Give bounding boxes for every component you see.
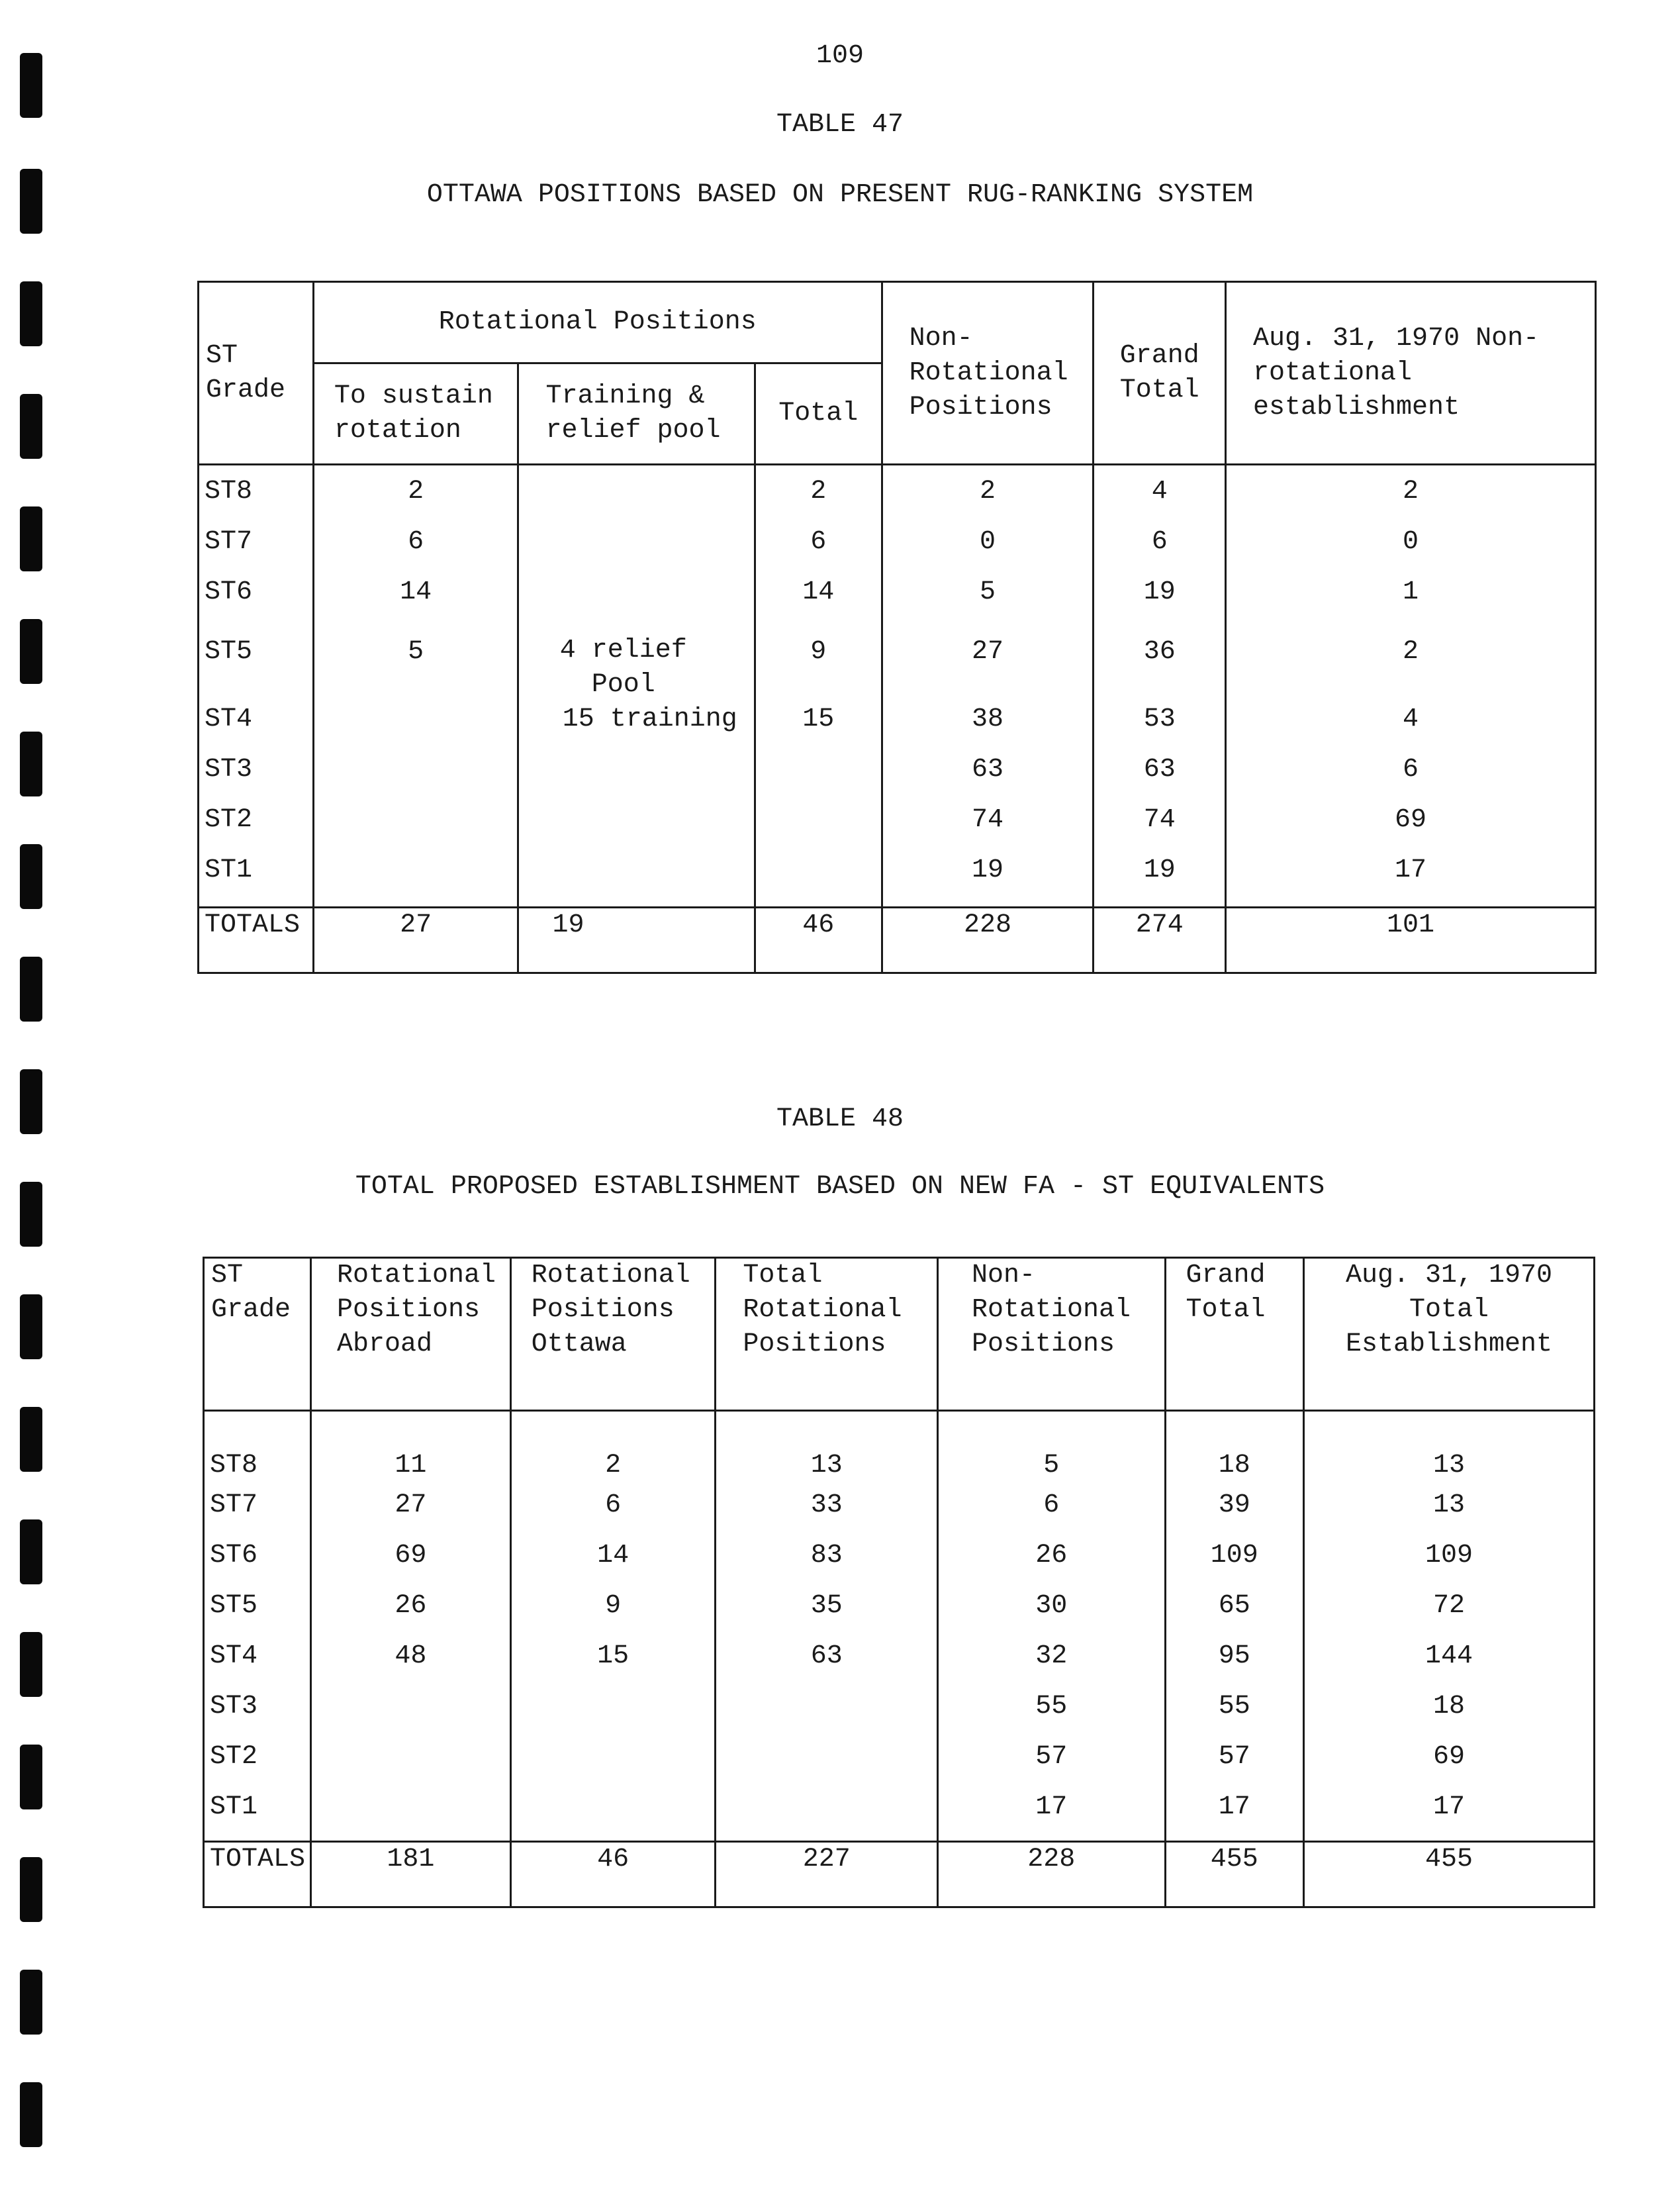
cell-grand: 18 — [1165, 1411, 1304, 1489]
cell-aug: 17 — [1226, 853, 1596, 908]
cell-sustain: 5 — [313, 626, 518, 702]
cell-sustain — [313, 803, 518, 853]
cell-training — [518, 803, 755, 853]
header-st-grade-label: ST Grade — [211, 1261, 291, 1325]
cell-grand: 65 — [1165, 1589, 1304, 1639]
header-training-relief — [518, 363, 755, 465]
table-row — [204, 1639, 1595, 1690]
cell-grade: ST3 — [204, 1690, 311, 1740]
header-st-grade-label: ST Grade — [206, 340, 286, 405]
cell-nonrot: 55 — [937, 1690, 1165, 1740]
cell-nonrot: 0 — [882, 525, 1094, 575]
binding-hole — [20, 844, 42, 909]
header-rotational-abroad — [310, 1258, 510, 1411]
cell-grade: ST2 — [204, 1740, 311, 1790]
binding-hole — [20, 1294, 42, 1359]
binding-hole — [20, 1857, 42, 1922]
cell-abroad — [310, 1740, 510, 1790]
header-aug-1970-label: Aug. 31, 1970 Total Establishment — [1345, 1261, 1553, 1359]
binding-hole — [20, 732, 42, 796]
binding-hole — [20, 394, 42, 459]
cell-training — [518, 525, 755, 575]
header-st-grade — [199, 282, 314, 465]
binding-hole — [20, 1632, 42, 1697]
table-row — [199, 465, 1596, 526]
totals-aug: 101 — [1226, 908, 1596, 973]
table-row — [199, 702, 1596, 753]
header-aug-1970 — [1304, 1258, 1595, 1411]
cell-nonrot: 32 — [937, 1639, 1165, 1690]
cell-grand: 17 — [1165, 1790, 1304, 1842]
table47-caption: OTTAWA POSITIONS BASED ON PRESENT RUG-RANKING SYSTEM — [426, 180, 1254, 210]
cell-aug: 109 — [1304, 1539, 1595, 1589]
table-row — [204, 1488, 1595, 1539]
cell-sustain: 6 — [313, 525, 518, 575]
cell-aug: 13 — [1304, 1488, 1595, 1539]
header-aug-1970 — [1226, 282, 1596, 465]
header-rotational-ottawa-label: Rotational Positions Ottawa — [531, 1261, 690, 1359]
cell-sustain: 2 — [313, 465, 518, 526]
cell-ottawa — [510, 1790, 716, 1842]
table-row — [204, 1740, 1595, 1790]
page-number: 109 — [816, 41, 864, 71]
cell-grade: ST1 — [204, 1790, 311, 1842]
cell-grand: 53 — [1094, 702, 1226, 753]
totals-aug: 455 — [1304, 1842, 1595, 1907]
cell-aug: 1 — [1226, 575, 1596, 626]
cell-totalrot: 63 — [716, 1639, 938, 1690]
totals-total: 46 — [755, 908, 882, 973]
cell-training — [518, 575, 755, 626]
cell-abroad: 26 — [310, 1589, 510, 1639]
cell-aug: 4 — [1226, 702, 1596, 753]
cell-total: 6 — [755, 525, 882, 575]
binding-hole — [20, 1745, 42, 1809]
binding-hole — [20, 506, 42, 571]
cell-aug: 13 — [1304, 1411, 1595, 1489]
totals-grade: TOTALS — [204, 1842, 311, 1907]
table-row — [199, 575, 1596, 626]
cell-total: 15 — [755, 702, 882, 753]
header-grand-total — [1094, 282, 1226, 465]
binding-hole — [20, 281, 42, 346]
cell-sustain: 14 — [313, 575, 518, 626]
cell-totalrot: 83 — [716, 1539, 938, 1589]
table-row — [204, 1790, 1595, 1842]
cell-nonrot: 5 — [882, 575, 1094, 626]
cell-grade: ST8 — [199, 465, 314, 526]
table-48 — [203, 1257, 1595, 1908]
cell-aug: 69 — [1304, 1740, 1595, 1790]
cell-grade: ST4 — [199, 702, 314, 753]
cell-ottawa — [510, 1690, 716, 1740]
cell-grade: ST1 — [199, 853, 314, 908]
cell-totalrot — [716, 1740, 938, 1790]
cell-aug: 6 — [1226, 753, 1596, 803]
table-row — [204, 1411, 1595, 1489]
totals-nonrot: 228 — [937, 1842, 1165, 1907]
cell-ottawa: 9 — [510, 1589, 716, 1639]
cell-grand: 39 — [1165, 1488, 1304, 1539]
cell-ottawa: 15 — [510, 1639, 716, 1690]
table-row — [199, 853, 1596, 908]
cell-abroad — [310, 1690, 510, 1740]
totals-grand: 455 — [1165, 1842, 1304, 1907]
header-total-label: Total — [778, 399, 859, 428]
cell-sustain — [313, 702, 518, 753]
table-row — [199, 626, 1596, 702]
cell-totalrot: 35 — [716, 1589, 938, 1639]
cell-ottawa: 6 — [510, 1488, 716, 1539]
cell-nonrot: 57 — [937, 1740, 1165, 1790]
header-grand-total-label: Grand Total — [1119, 340, 1199, 405]
header-training-relief-label: Training & relief pool — [545, 381, 721, 446]
header-non-rotational-label: Non- Rotational Positions — [909, 323, 1068, 422]
table-row — [199, 803, 1596, 853]
cell-grand: 74 — [1094, 803, 1226, 853]
cell-totalrot: 33 — [716, 1488, 938, 1539]
header-rotational-positions-label: Rotational Positions — [438, 307, 757, 337]
table48-caption: TOTAL PROPOSED ESTABLISHMENT BASED ON NEW FA - ST EQUIVALENTS — [355, 1172, 1325, 1202]
header-non-rotational — [882, 282, 1094, 465]
cell-total — [755, 853, 882, 908]
table-row — [204, 1690, 1595, 1740]
cell-nonrot: 26 — [937, 1539, 1165, 1589]
table-47 — [197, 281, 1597, 974]
cell-ottawa: 2 — [510, 1411, 716, 1489]
header-sustain-rotation — [313, 363, 518, 465]
cell-grade: ST5 — [199, 626, 314, 702]
binding-hole — [20, 957, 42, 1022]
cell-grand: 109 — [1165, 1539, 1304, 1589]
table-48-body — [204, 1411, 1595, 1907]
cell-nonrot: 6 — [937, 1488, 1165, 1539]
cell-sustain — [313, 753, 518, 803]
cell-aug: 69 — [1226, 803, 1596, 853]
totals-grand: 274 — [1094, 908, 1226, 973]
table48-title: TABLE 48 — [776, 1104, 904, 1134]
totals-ottawa: 46 — [510, 1842, 716, 1907]
cell-aug: 2 — [1226, 626, 1596, 702]
cell-nonrot: 5 — [937, 1411, 1165, 1489]
cell-aug: 17 — [1304, 1790, 1595, 1842]
header-total-rotational — [716, 1258, 938, 1411]
binding-hole — [20, 2082, 42, 2147]
header-non-rotational — [937, 1258, 1165, 1411]
header-aug-1970-label: Aug. 31, 1970 Non-rotational establishment — [1253, 323, 1540, 422]
totals-training: 19 — [518, 908, 755, 973]
table47-title: TABLE 47 — [776, 110, 904, 140]
table-row — [204, 1589, 1595, 1639]
cell-total — [755, 803, 882, 853]
totals-row — [199, 908, 1596, 973]
totals-sustain: 27 — [313, 908, 518, 973]
binding-hole — [20, 1519, 42, 1584]
cell-ottawa: 14 — [510, 1539, 716, 1589]
cell-total — [755, 753, 882, 803]
header-rotational-positions — [313, 282, 882, 363]
cell-grand: 4 — [1094, 465, 1226, 526]
cell-grade: ST4 — [204, 1639, 311, 1690]
cell-grade: ST6 — [199, 575, 314, 626]
cell-nonrot: 27 — [882, 626, 1094, 702]
totals-nonrot: 228 — [882, 908, 1094, 973]
cell-grand: 6 — [1094, 525, 1226, 575]
cell-aug: 18 — [1304, 1690, 1595, 1740]
binding-hole — [20, 1970, 42, 2035]
totals-abroad: 181 — [310, 1842, 510, 1907]
cell-nonrot: 2 — [882, 465, 1094, 526]
cell-nonrot: 17 — [937, 1790, 1165, 1842]
cell-grand: 57 — [1165, 1740, 1304, 1790]
cell-aug: 2 — [1226, 465, 1596, 526]
cell-nonrot: 63 — [882, 753, 1094, 803]
header-total-rotational-label: Total Rotational Positions — [743, 1261, 902, 1359]
cell-nonrot: 38 — [882, 702, 1094, 753]
cell-abroad: 48 — [310, 1639, 510, 1690]
totals-row — [204, 1842, 1595, 1907]
totals-totalrot: 227 — [716, 1842, 938, 1907]
cell-total: 9 — [755, 626, 882, 702]
cell-grade: ST7 — [204, 1488, 311, 1539]
header-sustain-rotation-label: To sustain rotation — [334, 381, 493, 446]
binding-hole — [20, 619, 42, 684]
cell-grade: ST2 — [199, 803, 314, 853]
cell-totalrot — [716, 1690, 938, 1740]
cell-grade: ST3 — [199, 753, 314, 803]
cell-totalrot — [716, 1790, 938, 1842]
header-grand-total-label: Grand Total — [1186, 1261, 1266, 1325]
cell-nonrot: 19 — [882, 853, 1094, 908]
cell-training: 15 training — [518, 702, 755, 753]
cell-grand: 63 — [1094, 753, 1226, 803]
table-47-body — [199, 465, 1596, 973]
cell-grand: 55 — [1165, 1690, 1304, 1740]
cell-totalrot: 13 — [716, 1411, 938, 1489]
cell-training — [518, 853, 755, 908]
table-row — [199, 753, 1596, 803]
cell-grand: 19 — [1094, 575, 1226, 626]
header-grand-total — [1165, 1258, 1304, 1411]
cell-training — [518, 465, 755, 526]
cell-sustain — [313, 853, 518, 908]
cell-abroad: 27 — [310, 1488, 510, 1539]
cell-grade: ST5 — [204, 1589, 311, 1639]
cell-abroad: 11 — [310, 1411, 510, 1489]
header-non-rotational-label: Non- Rotational Positions — [971, 1261, 1131, 1359]
binding-hole — [20, 1407, 42, 1472]
cell-abroad — [310, 1790, 510, 1842]
cell-grade: ST7 — [199, 525, 314, 575]
cell-nonrot: 30 — [937, 1589, 1165, 1639]
cell-abroad: 69 — [310, 1539, 510, 1589]
cell-training — [518, 753, 755, 803]
cell-grand: 36 — [1094, 626, 1226, 702]
cell-total: 2 — [755, 465, 882, 526]
header-st-grade — [204, 1258, 311, 1411]
cell-training-relief-pool: 4 relief Pool — [518, 626, 755, 702]
cell-grand: 19 — [1094, 853, 1226, 908]
cell-aug: 144 — [1304, 1639, 1595, 1690]
totals-grade: TOTALS — [199, 908, 314, 973]
header-rotational-ottawa — [510, 1258, 716, 1411]
cell-aug: 72 — [1304, 1589, 1595, 1639]
cell-ottawa — [510, 1740, 716, 1790]
header-total — [755, 363, 882, 465]
cell-aug: 0 — [1226, 525, 1596, 575]
cell-grade: ST8 — [204, 1411, 311, 1489]
table-row — [204, 1539, 1595, 1589]
cell-grade: ST6 — [204, 1539, 311, 1589]
cell-grand: 95 — [1165, 1639, 1304, 1690]
header-rotational-abroad-label: Rotational Positions Abroad — [336, 1261, 496, 1359]
cell-nonrot: 74 — [882, 803, 1094, 853]
table-row — [199, 525, 1596, 575]
cell-total: 14 — [755, 575, 882, 626]
